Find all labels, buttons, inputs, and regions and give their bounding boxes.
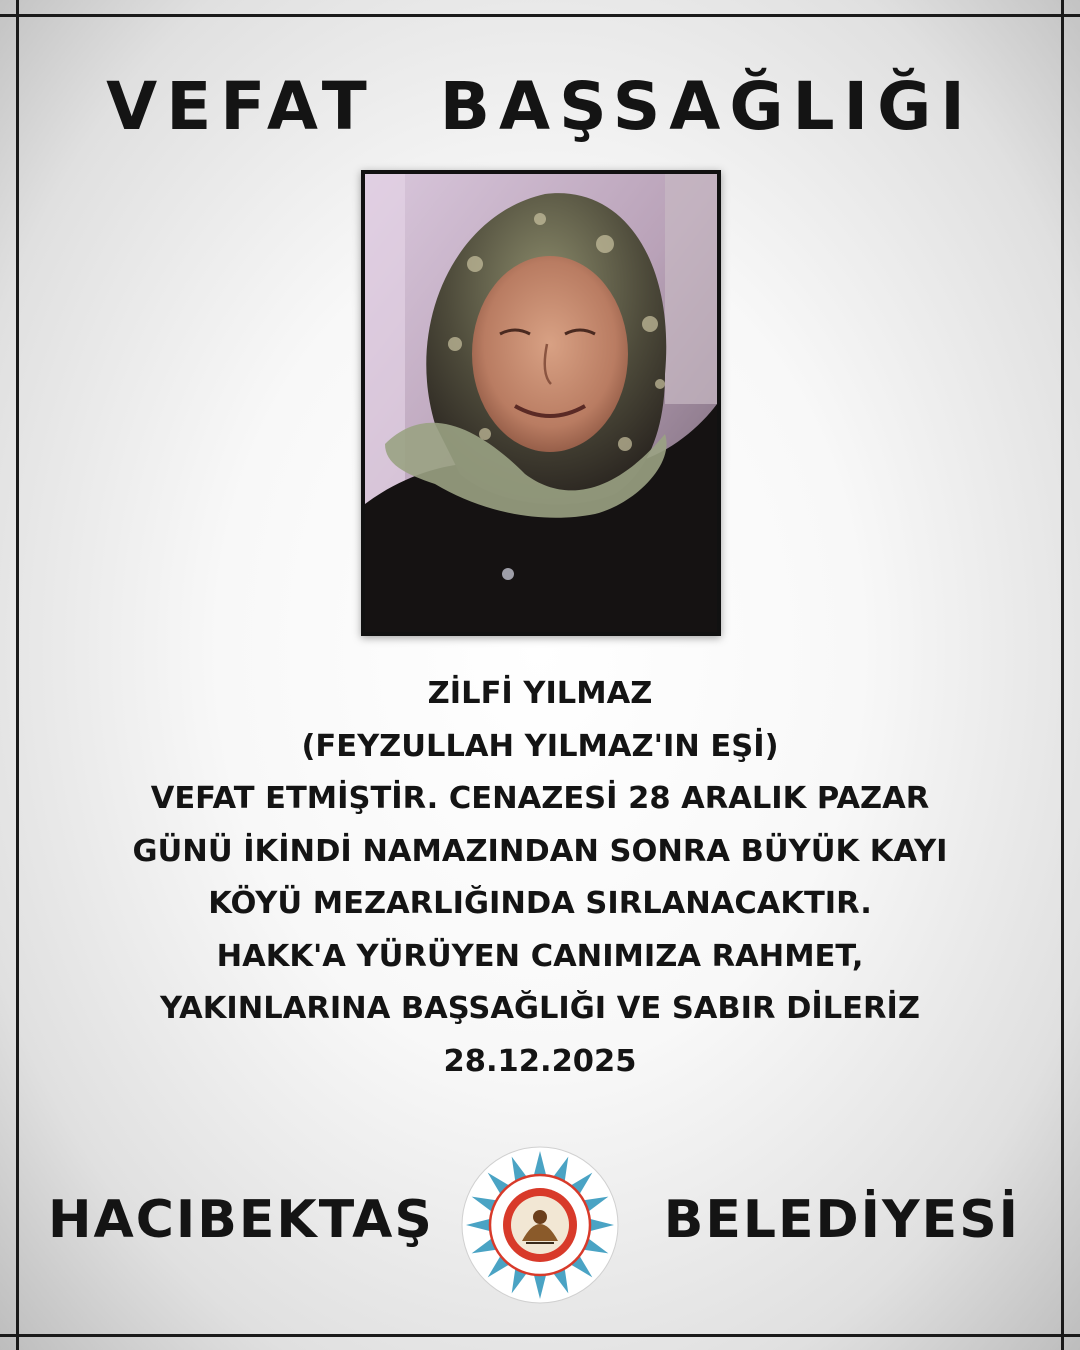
announcement-date: 28.12.2025 — [443, 1043, 637, 1079]
portrait-image — [365, 174, 717, 632]
footer-municipality-name: HACIBEKTAŞ — [48, 1190, 434, 1250]
announcement-line: YAKINLARINA BAŞSAĞLIĞI VE SABIR DİLERİZ — [160, 991, 920, 1026]
border-right-line — [1061, 0, 1064, 1350]
municipality-logo — [460, 1145, 620, 1305]
announcement-line: VEFAT ETMİŞTİR. CENAZESİ 28 ARALIK PAZAR — [150, 781, 930, 816]
spouse-line: (FEYZULLAH YILMAZ'IN EŞİ) — [301, 728, 779, 764]
footer-municipality-label: BELEDİYESİ — [663, 1190, 1020, 1250]
border-top-line — [0, 14, 1080, 17]
deceased-name: ZİLFİ YILMAZ — [427, 676, 653, 711]
page-title: VEFAT BAŞSAĞLIĞI — [106, 68, 974, 145]
border-bottom-line — [0, 1334, 1080, 1337]
announcement-line: KÖYÜ MEZARLIĞINDA SIRLANACAKTIR. — [208, 886, 872, 921]
border-left-line — [16, 0, 19, 1350]
announcement-text — [40, 668, 1040, 1088]
announcement-line: HAKK'A YÜRÜYEN CANIMIZA RAHMET, — [216, 938, 864, 974]
deceased-photo — [361, 170, 721, 636]
announcement-line: GÜNÜ İKİNDİ NAMAZINDAN SONRA BÜYÜK KAYI — [132, 833, 948, 869]
